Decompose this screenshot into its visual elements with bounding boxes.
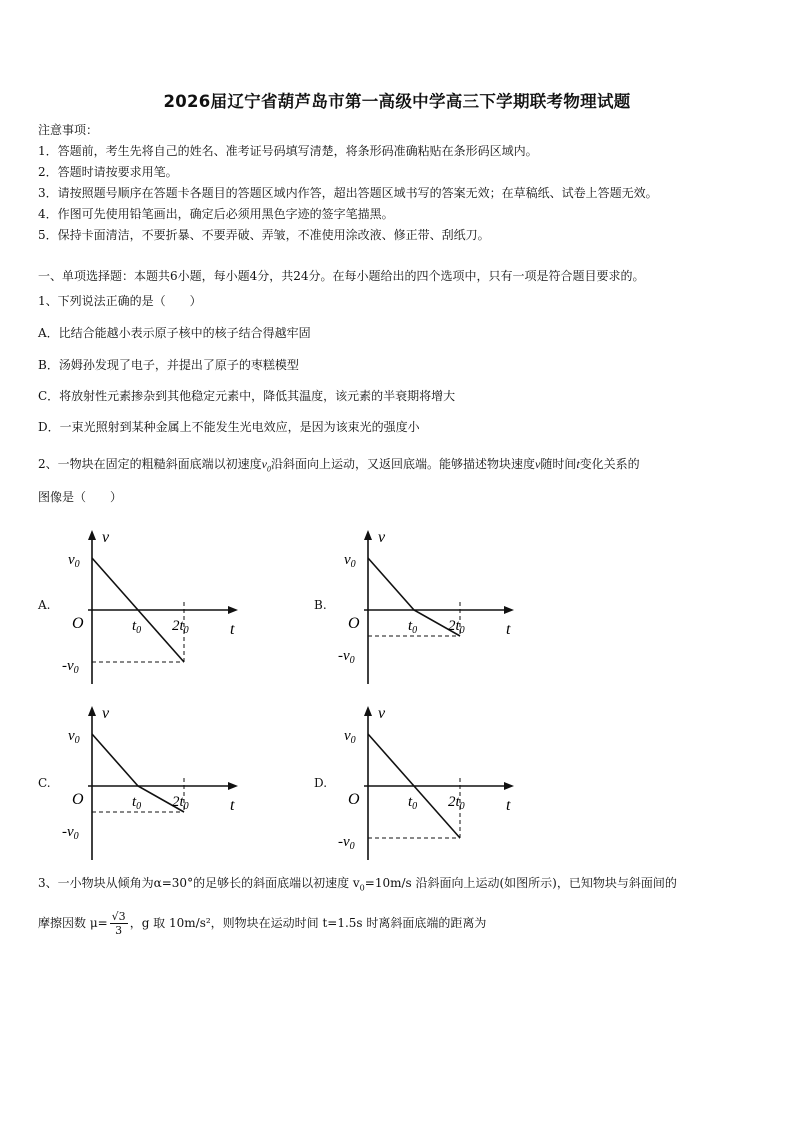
- t-axis-label: t: [230, 797, 235, 814]
- neg-v0-label: $-v_0$: [338, 648, 355, 666]
- question-3-stem-line2: 摩擦因数 μ= $\frac{√3}{3}$ ，g 取 10m/s²，则物块在运动时间 t=1.5s 时离斜面底端的距离为: [38, 910, 487, 937]
- question-1-option-d: D．一束光照射到某种金属上不能发生光电效应，是因为该束光的强度小: [38, 420, 420, 434]
- t-axis-arrow: [228, 606, 238, 614]
- neg-v0-label: $-v_0$: [62, 658, 79, 676]
- graph-d-letter: D.: [314, 776, 328, 790]
- question-2-stem-line2: 图像是（ ）: [38, 490, 123, 504]
- question-1-option-c: C．将放射性元素掺杂到其他稳定元素中，降低其温度，该元素的半衰期将增大: [38, 389, 456, 403]
- graph-a-letter: A.: [38, 598, 51, 612]
- question-1-stem: 1、下列说法正确的是（ ）: [38, 294, 202, 308]
- two-t0-label: $2t_0$: [448, 794, 465, 812]
- notice-heading: 注意事项：: [38, 123, 99, 137]
- v-axis-label: v: [378, 529, 386, 546]
- graph-c[interactable]: [60, 700, 250, 862]
- v0-label: $v_0$: [68, 728, 80, 746]
- graph-b[interactable]: [336, 524, 526, 686]
- v0-label: $v_0$: [68, 552, 80, 570]
- neg-v0-label: $-v_0$: [62, 824, 79, 842]
- two-t0-label: $2t_0$: [448, 618, 465, 636]
- graph-d[interactable]: [336, 700, 526, 862]
- t-axis-label: t: [506, 797, 511, 814]
- t0-label: $t_0$: [408, 618, 418, 636]
- question-1-option-b: B．汤姆孙发现了电子，并提出了原子的枣糕模型: [38, 358, 299, 372]
- v-axis-arrow: [88, 706, 96, 716]
- origin-label: O: [348, 791, 360, 808]
- t-axis-arrow: [504, 782, 514, 790]
- section-heading: 一、单项选择题：本题共6小题，每小题4分，共24分。在每小题给出的四个选项中，只有一项是符合题目要求的。: [38, 269, 645, 283]
- v-axis-arrow: [88, 530, 96, 540]
- notice-item-3: 3．请按照题号顺序在答题卡各题目的答题区域内作答，超出答题区域书写的答案无效；在草稿纸、试卷上答题无效。: [38, 186, 658, 200]
- v-axis-arrow: [364, 706, 372, 716]
- v0-label: $v_0$: [344, 728, 356, 746]
- v-axis-label: v: [102, 529, 110, 546]
- origin-label: O: [348, 615, 360, 632]
- question-2-stem: 2、一物块在固定的粗糙斜面底端以初速度$v_0$沿斜面向上运动，又返回底端。能够描述物块速度v随时间t变化关系的: [38, 457, 640, 474]
- origin-label: O: [72, 791, 84, 808]
- notice-item-5: 5．保持卡面清洁，不要折暴、不要弄破、弄皱，不准使用涂改液、修正带、刮纸刀。: [38, 228, 490, 242]
- notice-item-1: 1．答题前，考生先将自己的姓名、准考证号码填写清楚，将条形码准确粘贴在条形码区域内。: [38, 144, 538, 158]
- t0-label: $t_0$: [408, 794, 418, 812]
- two-t0-label: $2t_0$: [172, 794, 189, 812]
- t0-label: $t_0$: [132, 618, 142, 636]
- graph-b-letter: B.: [314, 598, 327, 612]
- t-axis-arrow: [228, 782, 238, 790]
- question-3-stem-line1: 3、一小物块从倾角为α=30°的足够长的斜面底端以初速度 $v_0=10m/s$ 沿斜面向上运动(如图所示)，已知物块与斜面间的: [38, 876, 677, 893]
- notice-item-2: 2．答题时请按要求用笔。: [38, 165, 178, 179]
- t-axis-arrow: [504, 606, 514, 614]
- origin-label: O: [72, 615, 84, 632]
- graph-c-letter: C.: [38, 776, 51, 790]
- t-axis-label: t: [230, 621, 235, 638]
- page-title: 2026届辽宁省葫芦岛市第一高级中学高三下学期联考物理试题: [163, 92, 631, 111]
- notice-item-4: 4．作图可先使用铅笔画出，确定后必须用黑色字迹的签字笔描黑。: [38, 207, 394, 221]
- mu-fraction: $\frac{√3}{3}$: [111, 910, 126, 937]
- v-axis-label: v: [378, 705, 386, 722]
- two-t0-label: $2t_0$: [172, 618, 189, 636]
- v0-label: $v_0$: [344, 552, 356, 570]
- question-1-option-a: A．比结合能越小表示原子核中的核子结合得越牢固: [38, 326, 311, 340]
- graph-a[interactable]: [60, 524, 250, 686]
- v-axis-label: v: [102, 705, 110, 722]
- neg-v0-label: $-v_0$: [338, 834, 355, 852]
- t0-label: $t_0$: [132, 794, 142, 812]
- t-axis-label: t: [506, 621, 511, 638]
- v-axis-arrow: [364, 530, 372, 540]
